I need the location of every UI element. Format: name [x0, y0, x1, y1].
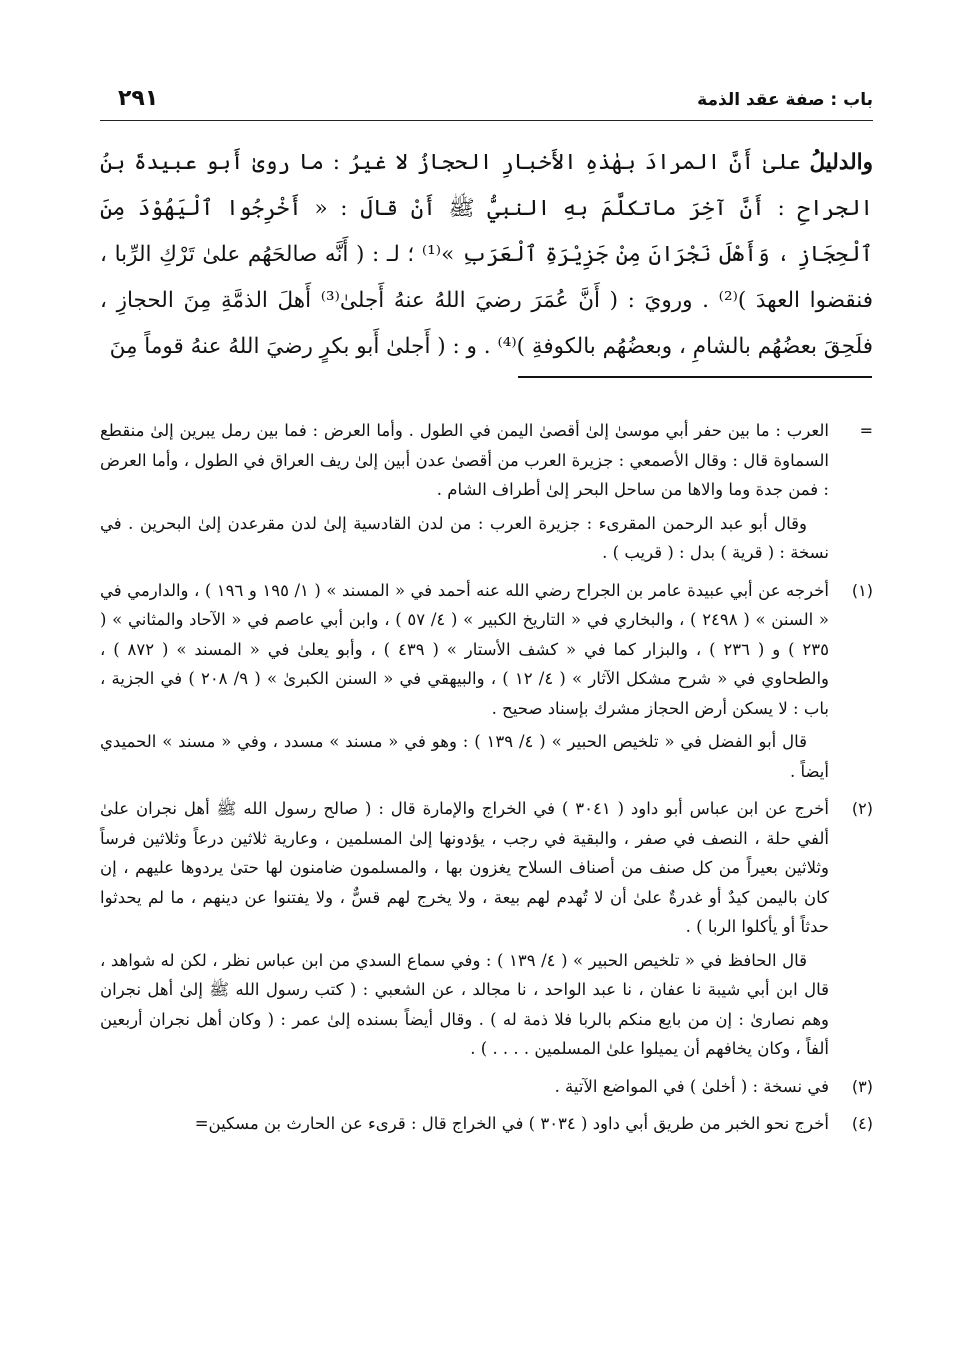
footnote-paragraph: قال الحافظ في « تلخيص الحبير » ( ٤/ ١٣٩ ) : وفي سماع السدي من ابن عباس نظر ، لكن له شواهد ، قال ابن أبي شيبة نا عفان ، نا عبد الواحد ، نا مجالد ، عن الشعبي : ( كتب رسول الله ﷺ إلىٰ أهل نجران وهم نصارىٰ : إن من بايع منكم بالربا فلا ذمة له ) . وقال أيضاً بسنده إلىٰ عمر : ( وكان أهل نجران أربعين ألفاً ، وكان يخافهم أن يميلوا علىٰ المسلمين . . . . ) .: [100, 950, 829, 1058]
chapter-title: باب : صفة عقد الذمة: [697, 90, 873, 110]
main-text: [100, 140, 873, 370]
footnote-continuation: [100, 416, 873, 572]
footnote-marker: (١): [851, 580, 873, 600]
footnote-2: [100, 794, 873, 1068]
footnote-paragraph: وقال أبو عبد الرحمن المقرىء : جزيرة العرب : من لدن القادسية إلىٰ لدن مقرعدن إلىٰ البحرين . في نسخة : ( قرية ) بدل : ( قريب ) .: [100, 513, 829, 562]
main-lead-word: والدليلُ: [809, 150, 873, 175]
footnote-paragraph: أخرجه عن أبي عبيدة عامر بن الجراح رضي الله عنه أحمد في « المسند » ( ١/ ١٩٥ و ١٩٦ ) ، والدارمي في « السنن » ( ٢٤٩٨ ) ، والبخاري في « التاريخ الكبير » ( ٤/ ٥٧ ) ، وابن أبي عاصم في « الآحاد والمثاني » ( ٢٣٥ ) و ( ٢٣٦ ) ، والبزار كما في « كشف الأستار » ( ٤٣٩ ) ، وأبو يعلىٰ في « المسند » ( ٨٧٢ ) ، والطحاوي في « شرح مشكل الآثار » ( ٤/ ١٢ ) ، والبيهقي في « السنن الكبرىٰ » ( ٩/ ٢٠٨ ) في الجزية ، باب : لا يسكن أرض الحجاز مشرك بإسناد صحيح .: [100, 580, 829, 718]
footnote-marker: =: [859, 421, 873, 440]
main-body-text: علىٰ أَنَّ المرادَ بهٰذهِ الأَخبارِ الحجازُ لا غيرُ : ما روىٰ أَبو عبيدةَ بنُ الجراحِ : أَنَّ آخِرَ ماتكلَّمَ بهِ النبيُّ ﷺ أَنْ قالَ : « أَخْرِجُوا ٱلْيَهُوْدَ مِنَ ٱلْحِجَازِ ، وَأَهْلَ نَجْرَانَ مِنْ جَزِيْرَةِ ٱلْعَرَبِ »⁽¹⁾ ؛ لـ : ( أَنَّه صالحَهُم علىٰ تَرْكِ الرِّبا ، فنقضوا العهدَ )⁽²⁾ . ورويَ : ( أَنَّ عُمَرَ رضيَ اللهُ عنهُ أَجلىٰ⁽³⁾ أَهلَ الذمَّةِ مِنَ الحجازِ ، فلَحِقَ بعضُهُم بالشامِ ، وبعضُهُم بالكوفةِ )⁽⁴⁾ . و : ( أَجلىٰ أَبو بكرٍ رضيَ اللهُ عنهُ قوماً مِنَ: [100, 150, 874, 359]
footnote-marker: (٢): [851, 799, 873, 818]
footnote-3: [100, 1072, 873, 1106]
running-header: [100, 86, 873, 121]
footnote-4: [100, 1109, 873, 1143]
footnote-paragraph: أخرج نحو الخبر من طريق أبي داود ( ٣٠٣٤ ) في الخراج قال : قرىء عن الحارث بن مسكين=: [194, 1114, 829, 1133]
footnote-paragraph: العرب : ما بين حفر أبي موسىٰ إلىٰ أقصىٰ اليمن في الطول . وأما العرض : فما بين رمل يبرين إلىٰ منقطع السماوة قال : وقال الأصمعي : جزيرة العرب من أقصىٰ عدن أبين إلىٰ ريف العراق في الطول ، وأما العرض : فمن جدة وما والاها من ساحل البحر إلىٰ أطراف الشام .: [100, 421, 830, 499]
footnote-separator: [518, 376, 872, 378]
footnote-paragraph: قال أبو الفضل في « تلخيص الحبير » ( ٤/ ١٣٩ ) : وهو في « مسند » مسدد ، وفي « مسند » الحميدي أيضاً .: [100, 732, 829, 781]
page-number: ٢٩١: [118, 86, 159, 111]
footnote-1: [100, 576, 873, 791]
main-paragraph: [100, 140, 873, 370]
footnote-paragraph: أخرج عن ابن عباس أبو داود ( ٣٠٤١ ) في الخراج والإمارة قال : ( صالح رسول الله ﷺ أهل نجران علىٰ ألفي حلة ، النصف في صفر ، والبقية في رجب ، يؤدونها إلىٰ المسلمين ، وعارية ثلاثين درعاً وثلاثين فرساً وثلاثين بعيراً من كل صنف من أصناف السلاح يغزون بها ، والمسلمون ضامنون لها حتىٰ يردوها عليهم ، إن كان باليمن كيدٌ أو غدرةٌ علىٰ أن لا تُهدم لهم بيعة ، ولا يخرج لهم قسٌّ ، ولا يفتنوا عن دينهم ، ما لم يحدثوا حدثاً أو يأكلوا الربا ) .: [100, 799, 829, 936]
footnote-marker: (٣): [851, 1076, 873, 1096]
footnote-paragraph: في نسخة : ( أخلىٰ ) في المواضع الآتية .: [554, 1076, 829, 1096]
footnote-marker: (٤): [851, 1114, 873, 1133]
footnotes: [100, 416, 873, 1147]
